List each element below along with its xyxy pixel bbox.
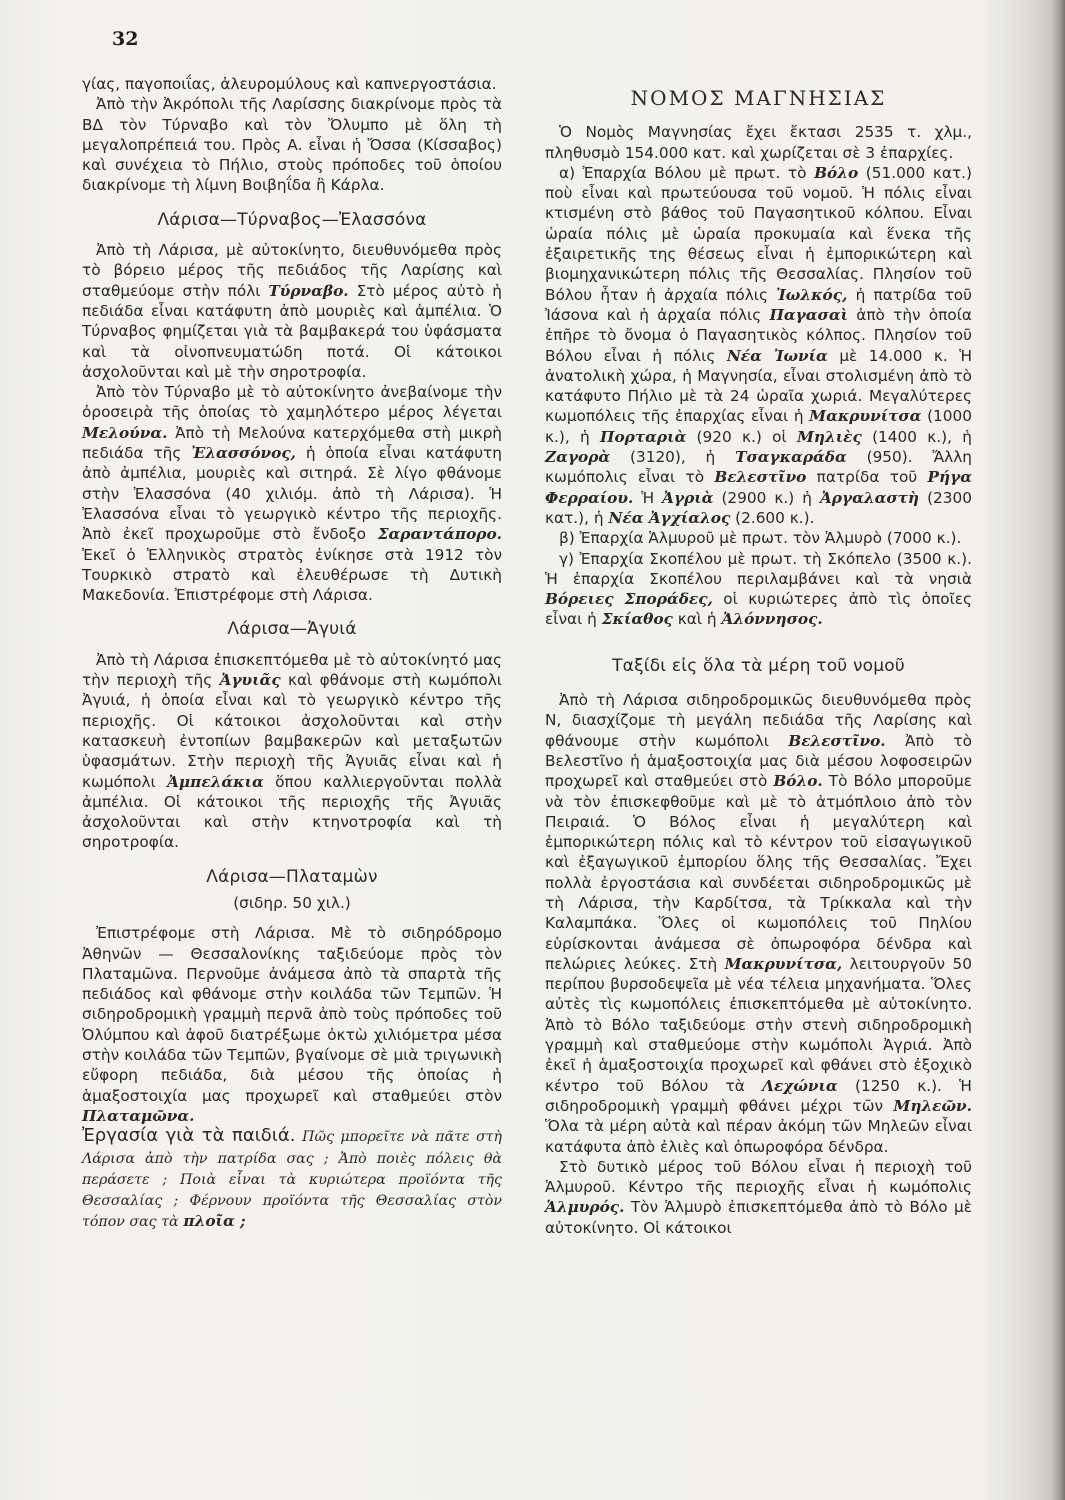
paragraph-nomos-intro: Ὁ Νομὸς Μαγνησίας ἔχει ἔκτασι 2535 τ. χλμ., πληθυσμὸ 154.000 κατ. καὶ χωρίζεται σὲ 3 ἐπαρχίες. <box>545 123 972 162</box>
exercise-label: Ἐργασία γιὰ τὰ παιδιά. <box>82 1125 296 1147</box>
paragraph-elassona: Ἀπὸ τὸν Τύρναβο μὲ τὸ αὐτοκίνητο ἀνεβαίνομε τὴν ὀροσειρὰ τῆς ὁποίας τὸ χαμηλότερο μέρος λέγεται Μελούνα. Ἀπὸ τὴ Μελούνα κατερχόμεθα στὴ μικρὴ πεδιάδα τῆς Ἐλασσόνος, ἡ ὁποία εἶναι κατάφυτη ἀπὸ ἀμπέλια, μουριὲς καὶ σιτηρά. Σὲ λίγο φθάνομε στὴν Ἐλασσόνα (40 χιλιόμ. ἀπὸ τὴ Λάρισα). Ἡ Ἐλασσόνα εἶναι τὸ γεωργικὸ κέντρο τῆς περιοχῆς. Ἀπὸ ἐκεῖ προχωροῦμε στὸ ἔνδοξο Σαραντάπορο. Ἐκεῖ ὁ Ἑλληνικὸς στρατὸς ἐνίκησε στὰ 1912 τὸν Τουρκικὸ στρατὸ καὶ ἐλευθέρωσε τὴ Δυτικὴ Μακεδονία. Ἐπιστρέφομε στὴ Λάρισα. <box>82 383 502 605</box>
paragraph-akropoli: Ἀπὸ τὴν Ἀκρόπολι τῆς Λαρίσσης διακρίνομε πρὸς τὰ ΒΔ τὸν Τύρναβο καὶ τὸν Ὄλυμπο μὲ ὅλη τὴ μεγαλοπρέπειά του. Πρὸς Α. εἶναι ἡ Ὄσσα (Κίσσαβος) καὶ συνέχεια τὸ Πήλιο, στοὺς πρόποδες τοῦ ὁποίου διακρίνομε τὴ λίμνη Βοιβηΐδα ἢ Κάρλα. <box>82 95 502 195</box>
exercise-block: Ἐργασία γιὰ τὰ παιδιά. Πῶς μπορεῖτε νὰ πᾶτε στὴ Λάρισα ἀπὸ τὴν πατρίδα σας ; Ἀπὸ ποιὲς πόλεις θὰ περάσετε ; Ποιὰ εἶναι τὰ κυριώτερα προϊόντα τῆς Θεσσαλίας ; Φέρνουν προϊόντα τῆς Θεσσαλίας στὸν τόπον σας τὰ πλοῖα ; <box>82 1125 502 1231</box>
section-heading-agyia: Λάρισα—Ἀγυιά <box>227 619 357 640</box>
paragraph-taxidi: Ἀπὸ τὴ Λάρισα σιδηροδρομικῶς διευθυνόμεθα πρὸς Ν, διασχίζομε τὴ μεγάλη πεδιάδα τῆς Λαρίσης καὶ φθάνουμε στὴν κωμόπολι Βελεστῖνο. Ἀπὸ τὸ Βελεστῖνο ἡ ἁμαξοστοιχία μας διὰ μέσου λοφοσειρῶν προχωρεῖ καὶ σταθμεύει στὸ Βόλο. Τὸ Βόλο μποροῦμε νὰ τὸν ἐπισκεφθοῦμε καὶ μὲ τὸ ἀτμόπλοιο ἀπὸ τὸν Πειραιά. Ὁ Βόλος εἶναι ἡ μεγαλύτερη καὶ ἐμπορικώτερη πόλις καὶ τὸ κέντρον τοῦ εἰσαγωγικοῦ καὶ ἐξαγωγικοῦ ἐμπορίου ὅλης τῆς Θεσσαλίας. Ἔχει πολλὰ ἐργοστάσια καὶ συνδέεται σιδηροδρομικῶς μὲ τὴ Λάρισα, τὴν Καρδίτσα, τὰ Τρίκκαλα καὶ τὴν Καλαμπάκα. Ὅλες οἱ κωμοπόλεις τοῦ Πηλίου εὑρίσκονται ἀνάμεσα σὲ ὀπωροφόρα δένδρα καὶ πελώριες λεύκες. Στὴ Μακρυνίτσα, λειτουργοῦν 50 περίπου βυρσοδεψεῖα μὲ νέα τέλεια μηχανήματα. Ὅλες αὐτὲς τὶς κωμοπόλεις ἐπισκεπτόμεθα μὲ αὐτοκίνητο. Ἀπὸ τὸ Βόλο ταξιδεύομε στὴν στενὴ σιδηροδρομικὴ γραμμὴ καὶ σταθμεύομε στὴν κωμόπολι Ἀγριά. Ἀπὸ ἐκεῖ ἡ ἁμαξοστοιχία προχωρεῖ καὶ φθάνει στὸ ἐξοχικὸ κέντρο τοῦ Βόλου τὰ Λεχώνια (1250 κ.). Ἡ σιδηροδρομικὴ γραμμὴ φθάνει μέχρι τῶν Μηλεῶν. Ὅλα τὰ μέρη αὐτὰ καὶ πέραν ἀκόμη τῶν Μηλεῶν εἶναι κατάφυτα ἀπὸ ἐλιὲς καὶ ὀπωροφόρα δένδρα. <box>545 691 972 1156</box>
right-column <box>545 88 972 1238</box>
chapter-title: ΝΟΜΟΣ ΜΑΓΝΗΣΙΑΣ <box>630 86 887 110</box>
section-heading-taxidi: Ταξίδι εἰς ὅλα τὰ μέρη τοῦ νομοῦ <box>612 655 905 676</box>
paragraph-eparxia-volou: α) Ἐπαρχία Βόλου μὲ πρωτ. τὸ Βόλο (51.000 κατ.) ποὺ εἶναι καὶ πρωτεύουσα τοῦ νομοῦ. Ἡ πόλις εἶναι κτισμένη στὸ βάθος τοῦ Παγασητικοῦ κόλπου. Εἶναι ὡραία πόλις μὲ ὡραία προκυμαία καὶ ἕνεκα τῆς ἐξαιρετικῆς της θέσεως εἶναι ἡ ἐμπορικώτερη καὶ βιομηχανικώτερη πόλις τῆς Θεσσαλίας. Πλησίον τοῦ Βόλου ἦταν ἡ ἀρχαία πόλις Ἰωλκός, ἡ πατρίδα τοῦ Ἰάσονα καὶ ἡ ἀρχαία πόλις Παγασαὶ ἀπὸ τὴν ὁποία ἐπῆρε τὸ ὄνομα ὁ Παγασητικὸς κόλπος. Πλησίον τοῦ Βόλου εἶναι ἡ πόλις Νέα Ἰωνία μὲ 14.000 κ. Ἡ ἀνατολικὴ χώρα, ἡ Μαγνησία, εἶναι στολισμένη ἀπὸ τὸ κατάφυτο Πήλιο μὲ τὰ 24 ὡραῖα χωριά. Μεγαλύτερες κωμοπόλεις τῆς ἐπαρχίας εἶναι ἡ Μακρυνίτσα (1000 κ.), ἡ Πορταριὰ (920 κ.) οἱ Μηλιὲς (1400 κ.), ἡ Ζαγορὰ (3120), ἡ Τσαγκαράδα (950). Ἄλλη κωμόπολις εἶναι τὸ Βελεστῖνο πατρίδα τοῦ Ρήγα Φερραίου. Ἡ Ἀγριὰ (2900 κ.) ἡ Ἀργαλαστὴ (2300 κατ.), ἡ Νέα Ἀγχίαλος (2.600 κ.). <box>545 163 973 527</box>
page-edge-shadow <box>1051 0 1065 1500</box>
section-heading-platamon: Λάρισα—Πλαταμὼν <box>206 866 378 887</box>
paragraph-almyros: Στὸ δυτικὸ μέρος τοῦ Βόλου εἶναι ἡ περιοχὴ τοῦ Ἁλμυροῦ. Κέντρο τῆς περιοχῆς εἶναι ἡ κωμόπολις Ἁλμυρός. Τὸν Ἁλμυρὸ ἐπισκεπτόμεθα ἀπὸ τὸ Βόλο μὲ αὐτοκίνητο. Οἱ κάτοικοι <box>545 1157 972 1237</box>
paragraph-eparxia-skopelou: γ) Ἐπαρχία Σκοπέλου μὲ πρωτ. τὴ Σκόπελο (3500 κ.). Ἡ ἐπαρχία Σκοπέλου περιλαμβάνει καὶ τὰ νησιὰ Βόρειες Σποράδες, οἱ κυριώτερες ἀπὸ τὶς ὁποῖες εἶναι ἡ Σκίαθος καὶ ἡ Ἀλόννησος. <box>545 549 972 629</box>
paragraph-platamon: Ἐπιστρέφομε στὴ Λάρισα. Μὲ τὸ σιδηρόδρομο Ἀθηνῶν — Θεσσαλονίκης ταξιδεύομε πρὸς τὸν Πλαταμῶνα. Περνοῦμε ἀνάμεσα ἀπὸ τὰ σπαρτὰ τῆς πεδιάδος καὶ φθάνομε στὴν κοιλάδα τῶν Τεμπῶν. Ἡ σιδηροδρομικὴ γραμμὴ περνᾶ ἀπὸ τοὺς πρόποδες τοῦ Ὀλύμπου καὶ ἀφοῦ διατρέξωμε ὀκτὼ χιλιόμετρα μέσα στὴν κοιλάδα τῶν Τεμπῶν, βγαίνομε σὲ μιὰ τριγωνικὴ εὔφορη πεδιάδα, διὰ μέσου τῆς ὁποίας ἡ ἁμαξοστοιχία μας προχωρεῖ καὶ σταθμεύει στὸν Πλαταμῶνα. <box>82 924 502 1125</box>
left-column <box>82 74 502 1233</box>
paragraph-agyia: Ἀπὸ τὴ Λάρισα ἐπισκεπτόμεθα μὲ τὸ αὐτοκίνητό μας τὴν περιοχὴ τῆς Ἀγυιᾶς καὶ φθάνομε στὴ κωμόπολι Ἀγυιά, ἡ ὁποία εἶναι καὶ τὸ γεωργικὸ κέντρο τῆς περιοχῆς. Οἱ κάτοικοι ἀσχολοῦνται καὶ στὴν κατασκευὴ ἐντοπίων βαμβακερῶν καὶ μεταξωτῶν ὑφασμάτων. Στὴν περιοχὴ τῆς Ἀγυιᾶς εἶναι καὶ ἡ κωμόπολι Ἀμπελάκια ὅπου καλλιεργοῦνται πολλὰ ἀμπέλια. Οἱ κάτοικοι τῆς περιοχῆς τῆς Ἀγυιᾶς ἀσχολοῦνται καὶ στὴν κτηνοτροφία καὶ τὴ σηροτροφία. <box>82 650 502 852</box>
section-heading-tyrnavos: Λάρισα—Τύρναβος—Ἐλασσόνα <box>157 209 427 230</box>
exercise-text: Πῶς μπορεῖτε νὰ πᾶτε στὴ Λάρισα ἀπὸ τὴν πατρίδα σας ; Ἀπὸ ποιὲς πόλεις θὰ περάσετε ; Ποιὰ εἶναι τὰ κυριώτερα προϊόντα τῆς Θεσσαλίας ; Φέρνουν προϊόντα τῆς Θεσσαλίας στὸν τόπον σας τὰ <box>82 1129 502 1231</box>
paragraph-intro: γίας, παγοποιΐας, ἀλευρομύλους καὶ καπνεργοστάσια. <box>82 75 497 93</box>
paragraph-eparxia-almyrou: β) Ἐπαρχία Ἁλμυροῦ μὲ πρωτ. τὸν Ἁλμυρὸ (7000 κ.). <box>559 529 962 548</box>
page-number: 32 <box>112 28 139 50</box>
paragraph-tyrnavos: Ἀπὸ τὴ Λάρισα, μὲ αὐτοκίνητο, διευθυνόμεθα πρὸς τὸ βόρειο μέρος τῆς πεδιάδος τῆς Λαρίσης καὶ σταθμεύομε στὴν πόλι Τύρναβο. Στὸ μέρος αὐτὸ ἡ πεδιάδα εἶναι κατάφυτη ἀπὸ μουριὲς καὶ ἀμπέλια. Ὁ Τύρναβος φημίζεται γιὰ τὰ βαμβακερά του ὑφάσματα καὶ τὰ οἰνοπνευματώδη ποτά. Οἱ κάτοικοι ἀσχολοῦνται καὶ μὲ τὴν σηροτροφία. <box>82 241 502 381</box>
section-subheading-platamon: (σιδηρ. 50 χιλ.) <box>233 893 351 912</box>
